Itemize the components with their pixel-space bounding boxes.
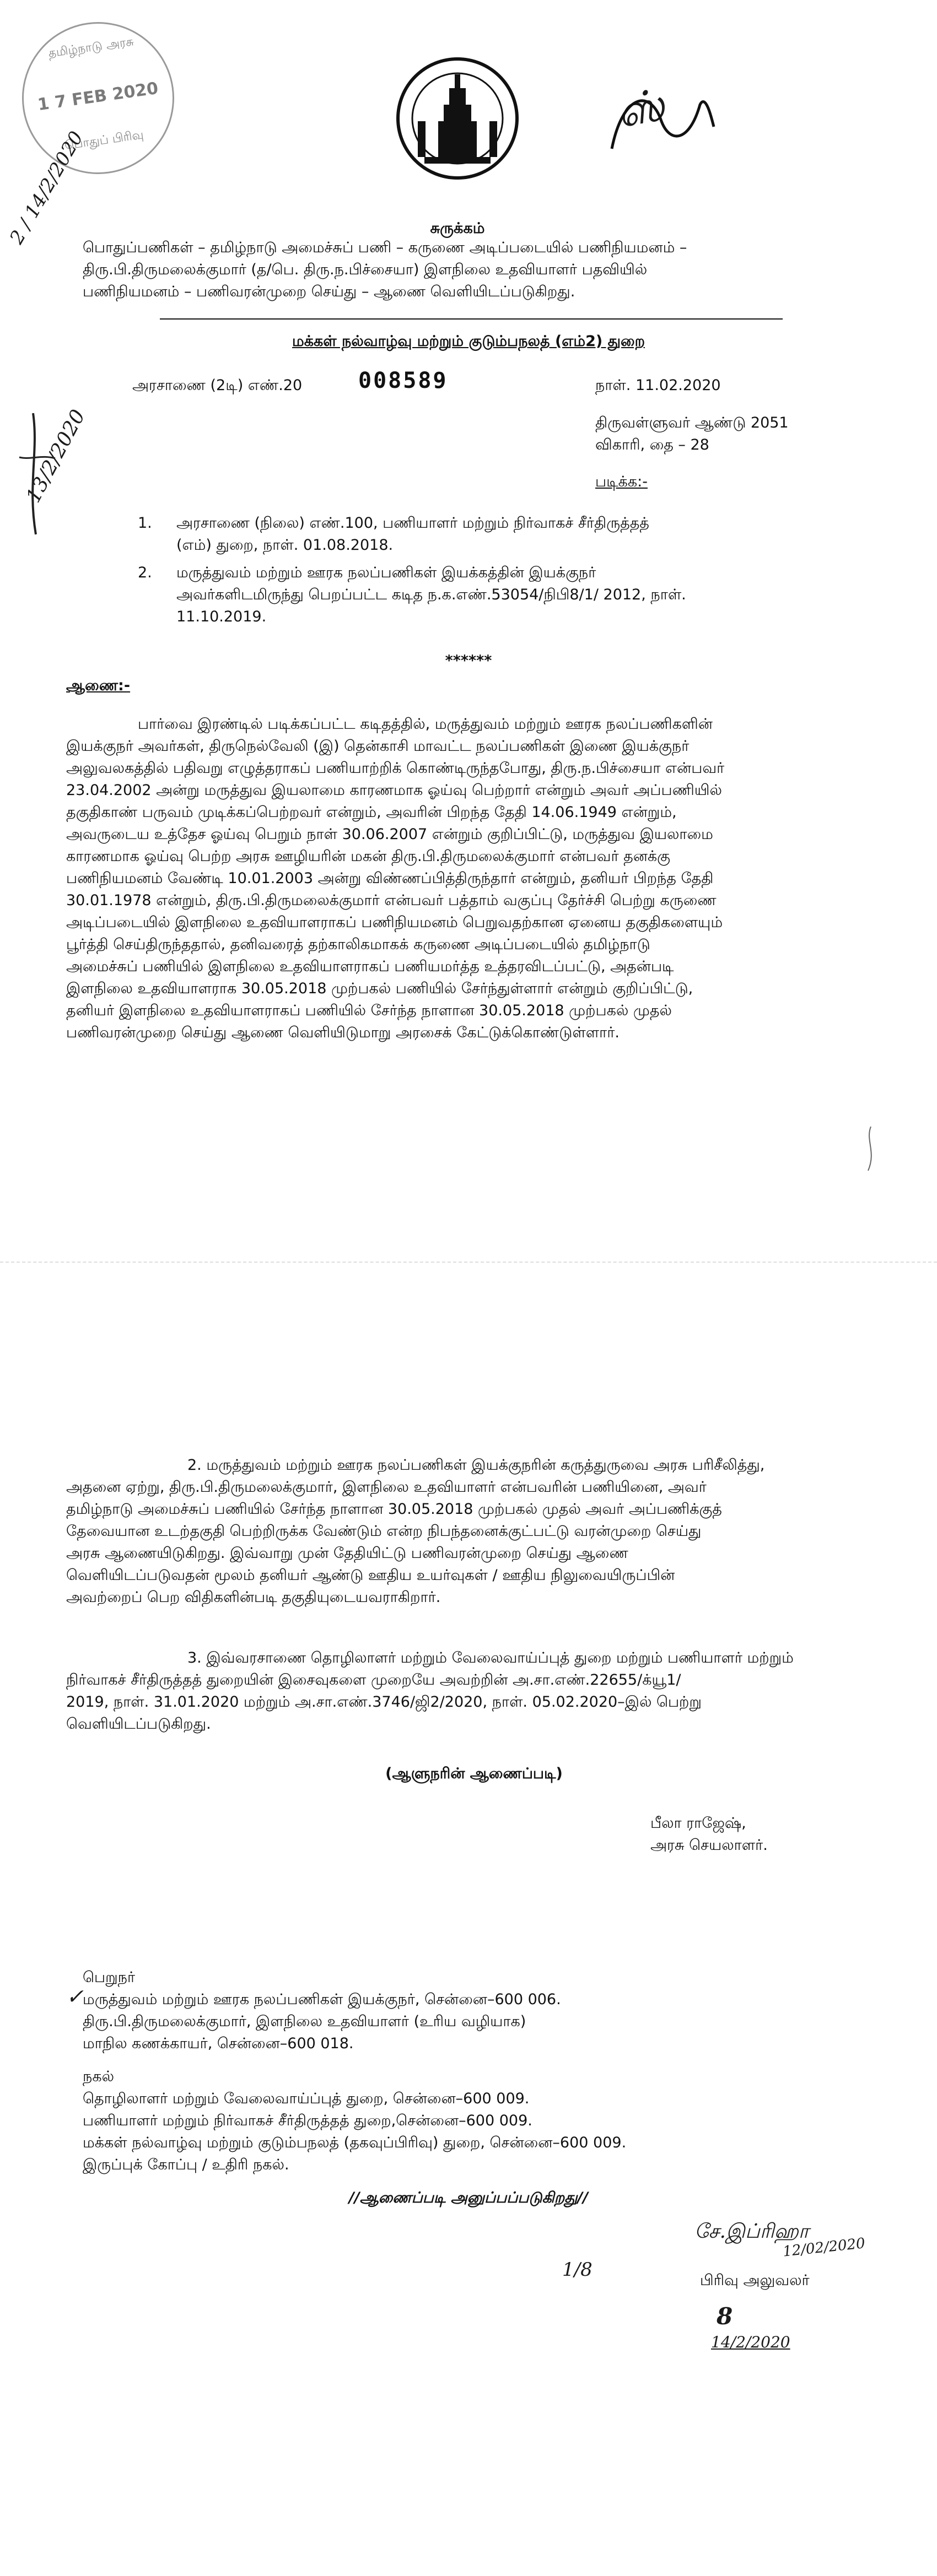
recipient-line: மருத்துவம் மற்றும் ஊரக நலப்பணிகள் இயக்குநர், சென்னை–600 006.	[83, 1991, 561, 2008]
tamil-year: திருவள்ளுவர் ஆண்டு 2051	[595, 414, 789, 431]
received-stamp	[12, 12, 184, 184]
summary-line: பொதுப்பணிகள் – தமிழ்நாடு அமைச்சுப் பணி – கருணை அடிப்படையில் பணிநியமனம் –	[83, 239, 687, 256]
initial-date: 14/2/2020	[711, 2333, 790, 2351]
go-date: நாள். 11.02.2020	[595, 377, 721, 394]
governor-order: (ஆளுநரின் ஆணைப்படி)	[385, 1765, 563, 1782]
reference-line: அவர்களிடமிருந்து பெறப்பட்ட கடித ந.க.எண்.53054/நிபி8/1/ 2012, நாள்.	[176, 586, 686, 603]
stamp-top-text: தமிழ்நாடு அரசு	[47, 35, 135, 61]
order-heading: ஆணை:-	[66, 677, 131, 694]
recipients-list	[83, 1989, 799, 2055]
order-line: பூர்த்தி செய்திருந்ததால், தனிவரைத் தற்காலிகமாகக் கருணை அடிப்படையில் தமிழ்நாடு	[66, 936, 650, 953]
section-officer-title: பிரிவு அலுவலர்	[700, 2272, 810, 2289]
reference-number: 2.	[138, 564, 152, 581]
summary-block	[83, 237, 854, 303]
paragraph-3	[66, 1647, 821, 1735]
tamil-month-day: விகாரி, தை – 28	[595, 436, 709, 453]
reference-line: (எம்) துறை, நாள். 01.08.2018.	[176, 537, 394, 554]
stamp-date: 1 7 FEB 2020	[36, 78, 160, 115]
signatory-name: பீலா ராஜேஷ்,	[650, 1815, 746, 1832]
order-line: அலுவலகத்தில் பதிவறு எழுத்தராகப் பணியாற்றிக் கொண்டிருந்தபோது, திரு.ந.பிச்சையா என்பவர்	[66, 760, 725, 777]
handwritten-note-top: 2 / 14/2/2020	[6, 127, 88, 248]
document-page-1	[0, 0, 937, 1262]
paragraph-line: 2019, நாள். 31.01.2020 மற்றும் அ.சா.எண்.3746/ஜி2/2020, நாள். 05.02.2020–இல் பெற்று	[66, 1693, 702, 1711]
copy-heading: நகல்	[83, 2068, 115, 2085]
copy-line: மக்கள் நல்வாழ்வு மற்றும் குடும்பநலத் (தகவுப்பிரிவு) துறை, சென்னை–600 009.	[83, 2134, 627, 2151]
separator-stars: ******	[445, 652, 492, 669]
references-list	[138, 512, 700, 628]
recipient-line: திரு.பி.திருமலைக்குமார், இளநிலை உதவியாளர் (உரிய வழியாக)	[83, 2013, 526, 2030]
reference-line: மருத்துவம் மற்றும் ஊரக நலப்பணிகள் இயக்கத்தின் இயக்குநர்	[176, 564, 596, 581]
page-marker: 1/8	[562, 2259, 593, 2281]
serial-number: 008589	[358, 368, 448, 393]
reference-item	[138, 562, 700, 628]
order-line: 30.01.1978 என்றும், திரு.பி.திருமலைக்குமார் என்பவர் பத்தாம் வகுப்பு தேர்ச்சி பெற்று கருணை	[66, 892, 717, 909]
order-line: இயக்குநர் அவர்கள், திருநெல்வேலி (இ) தென்காசி மாவட்ட நலப்பணிகள் இணை இயக்குநர்	[66, 738, 690, 755]
summary-line: பணிநியமனம் – பணிவரன்முறை செய்து – ஆணை வெளியிடப்படுகிறது.	[83, 283, 575, 300]
order-line: தனியர் இளநிலை உதவியாளராகப் பணியில் சேர்ந்த நாளான 30.05.2018 முற்பகல் முதல்	[66, 1002, 672, 1019]
margin-scribble	[860, 1124, 882, 1173]
reference-line: 11.10.2019.	[176, 608, 267, 625]
paragraph-line: தேவையான உடற்தகுதி பெற்றிருக்க வேண்டும் என்ற நிபந்தனைக்குட்பட்டு வரன்முறை செய்து	[66, 1523, 702, 1540]
summary-line: திரு.பி.திருமலைக்குமார் (த/பெ. திரு.ந.பிச்சையா) இளநிலை உதவியாளர் பதவியில்	[83, 261, 648, 278]
read-heading: படிக்க:-	[595, 473, 648, 490]
stamp-bottom-text: பொதுப் பிரிவு	[63, 128, 145, 153]
tamil-nadu-emblem	[386, 55, 529, 182]
paragraph-line: தமிழ்நாடு அமைச்சுப் பணியில் சேர்ந்த நாளான 30.05.2018 முற்பகல் முதல் அவர் அப்பணிக்குத்	[66, 1501, 722, 1518]
temple-emblem-icon	[386, 55, 529, 182]
copies-list	[83, 2088, 799, 2176]
paragraph-line: அரசு ஆணையிடுகிறது. இவ்வாறு முன் தேதியிட்டு பணிவரன்முறை செய்து ஆணை	[66, 1545, 628, 1562]
paragraph-2	[66, 1454, 821, 1609]
reference-number: 1.	[138, 515, 152, 532]
order-line: பணிநியமனம் வேண்டி 10.01.2003 அன்று விண்ணப்பித்திருந்தார் என்றும், தனியர் பிறந்த தேதி	[66, 870, 714, 887]
margin-pen-stroke	[11, 408, 61, 540]
order-line: அமைச்சுப் பணியில் இளநிலை உதவியாளராகப் பணியமர்த்த உத்தரவிடப்பட்டு, அதன்படி	[66, 958, 674, 975]
forwarded-by-order: //ஆணைப்படி அனுப்பப்படுகிறது//	[348, 2189, 589, 2206]
summary-heading: சுருக்கம்	[430, 220, 485, 237]
paragraph-line: நிர்வாகச் சீர்திருத்தத் துறையின் இசைவுகளை முறையே அவற்றின் அ.சா.எண்.22655/க்யூ1/	[66, 1671, 681, 1689]
paragraph-line: அவற்றைப் பெற விதிகளின்படி தகுதியுடையவராகிறார்.	[66, 1589, 441, 1606]
paragraph-line: வெளியிடப்படுகிறது.	[66, 1715, 211, 1733]
go-number: அரசாணை (2டி) எண்.20	[132, 377, 303, 394]
recipient-line: மாநில கணக்காயர், சென்னை–600 018.	[83, 2035, 354, 2052]
officer-signature: சே.இப்ரிஹா	[694, 2220, 809, 2243]
copy-line: இருப்புக் கோப்பு / உதிரி நகல்.	[83, 2156, 289, 2173]
paragraph-line: அதனை ஏற்று, திரு.பி.திருமலைக்குமார், இளநிலை உதவியாளர் என்பவரின் பணியினை, அவர்	[66, 1479, 707, 1496]
copy-line: தொழிலாளர் மற்றும் வேலைவாய்ப்புத் துறை, சென்னை–600 009.	[83, 2090, 530, 2107]
order-line: பணிவரன்முறை செய்து ஆணை வெளியிடுமாறு அரசைக் கேட்டுக்கொண்டுள்ளார்.	[66, 1024, 620, 1041]
reference-line: அரசாணை (நிலை) எண்.100, பணியாளர் மற்றும் நிர்வாகச் சீர்திருத்தத்	[176, 515, 649, 532]
order-line: அடிப்படையில் இளநிலை உதவியாளராகப் பணிநியமனம் பெறுவதற்கான ஏனைய தகுதிகளையும்	[66, 914, 723, 931]
page-separator	[0, 1262, 937, 1284]
tick-mark: ✓	[66, 1984, 84, 2009]
order-line: காரணமாக ஓய்வு பெற்ற அரசு ஊழியரின் மகன் திரு.பி.திருமலைக்குமார் என்பவர் தனக்கு	[66, 848, 671, 865]
initial-mark: 8	[717, 2303, 733, 2330]
recipients-heading: பெறுநர்	[83, 1969, 136, 1986]
document-page-2	[0, 1284, 937, 2576]
order-line: 23.04.2002 அன்று மருத்துவ இயலாமை காரணமாக ஓய்வு பெற்றார் என்றும் அவர் அப்பணியில்	[66, 782, 722, 799]
paragraph-line: 2. மருத்துவம் மற்றும் ஊரக நலப்பணிகள் இயக்குநரின் கருத்துருவை அரசு பரிசீலித்து,	[187, 1457, 765, 1474]
order-line: இளநிலை உதவியாளராக 30.05.2018 முற்பகல் பணியில் சேர்ந்துள்ளார் என்றும் குறிப்பிட்டு,	[66, 980, 693, 997]
copy-line: பணியாளர் மற்றும் நிர்வாகச் சீர்திருத்தத் துறை,சென்னை–600 009.	[83, 2112, 532, 2129]
handwritten-note-mid: 13/2/2020	[22, 406, 90, 507]
order-body	[66, 713, 821, 1044]
paragraph-line: 3. இவ்வரசாணை தொழிலாளர் மற்றும் வேலைவாய்ப்புத் துறை மற்றும் பணியாளர் மற்றும்	[187, 1649, 794, 1666]
initials-stroke	[601, 83, 722, 165]
order-line: தகுதிகாண் பருவம் முடிக்கப்பெற்றவர் என்றும், அவரின் பிறந்த தேதி 14.06.1949 என்றும்,	[66, 804, 677, 821]
reference-item	[138, 512, 700, 556]
paragraph-line: வெளியிடப்படுவதன் மூலம் தனியர் ஆண்டு ஊதிய உயர்வுகள் / ஊதிய நிலுவையிருப்பின்	[66, 1567, 675, 1584]
department-heading: மக்கள் நல்வாழ்வு மற்றும் குடும்பநலத் (எம்2) துறை	[292, 333, 645, 350]
handwritten-initials: ஸ்	[612, 79, 669, 138]
order-line: அவருடைய உத்தேச ஓய்வு பெறும் நாள் 30.06.2007 என்றும் குறிப்பிட்டு, மருத்துவ இயலாமை	[66, 826, 713, 843]
order-line: பார்வை இரண்டில் படிக்கப்பட்ட கடிதத்தில், மருத்துவம் மற்றும் ஊரக நலப்பணிகளின்	[138, 716, 713, 733]
signatory-title: அரசு செயலாளர்.	[650, 1837, 768, 1854]
officer-signature-date: 12/02/2020	[782, 2235, 866, 2260]
divider-line	[160, 318, 783, 320]
